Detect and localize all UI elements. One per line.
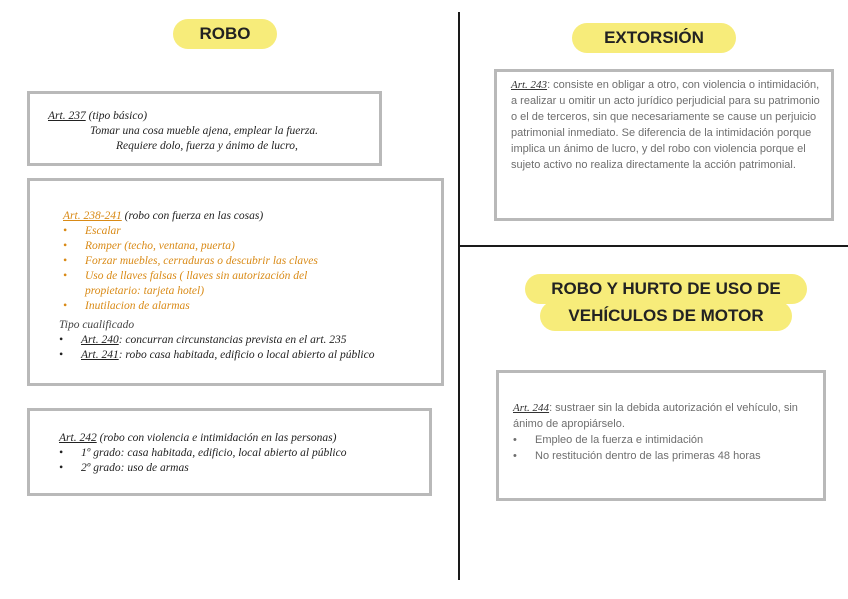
extorsion-title: EXTORSIÓN — [572, 23, 736, 53]
hurto-uso-list — [513, 432, 819, 464]
robo-title: ROBO — [173, 19, 277, 49]
robo-violencia-art: Art. 242 — [59, 432, 97, 444]
list-item: • No restitución dentro de las primeras 48 horas — [513, 448, 819, 464]
list-item: • 1º grado: casa habitada, edificio, local abierto al público — [59, 446, 429, 461]
list-item: • Romper (techo, ventana, puerta) — [63, 239, 435, 254]
hurto-uso-text — [513, 400, 819, 432]
list-item — [59, 348, 435, 363]
list-item: • Empleo de la fuerza e intimidación — [513, 432, 819, 448]
art-ref: Art. 240 — [81, 334, 119, 346]
tipo-cualificado-list — [59, 333, 435, 363]
robo-violencia-heading — [59, 431, 429, 446]
art-ref: Art. 241 — [81, 349, 119, 361]
extorsion-art: Art. 243 — [511, 79, 548, 91]
horizontal-divider — [458, 245, 848, 247]
robo-basic-box — [27, 91, 382, 166]
list-item: • Inutilacion de alarmas — [63, 299, 435, 314]
robo-fuerza-tag: (robo con fuerza en las cosas) — [121, 210, 264, 222]
hurto-uso-title-line1: ROBO Y HURTO DE USO DE — [525, 274, 807, 304]
hurto-uso-art: Art. 244 — [513, 402, 550, 414]
robo-violencia-tag: (robo con violencia e intimidación en las personas) — [96, 432, 337, 444]
robo-basic-line2: Requiere dolo, fuerza y ánimo de lucro, — [116, 140, 298, 152]
robo-violencia-box — [27, 408, 432, 496]
hurto-uso-title-line2: VEHÍCULOS DE MOTOR — [540, 301, 792, 331]
tipo-cualificado-title: Tipo cualificado — [59, 319, 135, 331]
vertical-divider — [458, 12, 460, 580]
robo-fuerza-art: Art. 238-241 — [63, 210, 122, 222]
list-item: • Uso de llaves falsas ( llaves sin autorización del propietario: tarjeta hotel) — [63, 269, 365, 299]
list-item: • Forzar muebles, cerraduras o descubrir las claves — [63, 254, 435, 269]
robo-basic-tag: (tipo básico) — [85, 110, 148, 122]
hurto-uso-body: : sustraer sin la debida autorización el vehículo, sin ánimo de apropiárselo. — [513, 402, 798, 430]
art-text: : concurran circunstancias prevista en el art. 235 — [118, 334, 347, 346]
list-item: • 2º grado: uso de armas — [59, 461, 429, 476]
list-item: • Escalar — [63, 224, 435, 239]
robo-basic-heading — [48, 109, 379, 124]
extorsion-text — [511, 77, 825, 173]
extorsion-box — [494, 69, 834, 221]
extorsion-body: : consiste en obligar a otro, con violencia o intimidación, a realizar u omitir un acto jurídico perjudicial para su patrimonio o el de terceros, sin que necesariamente se cause un perjuicio patrimonial inmediato. Se diferencia de la intimidación porque implica un ánimo de lucro, y del robo con violencia porque el sujeto activo no realiza directamente la acción patrimonial. — [511, 79, 820, 171]
art-text: : robo casa habitada, edificio o local abierto al público — [118, 349, 375, 361]
hurto-uso-box — [496, 370, 826, 501]
list-item — [59, 333, 435, 348]
robo-fuerza-box — [27, 178, 444, 386]
robo-fuerza-heading — [63, 209, 435, 224]
robo-violencia-list — [59, 446, 429, 476]
robo-basic-art: Art. 237 — [48, 110, 86, 122]
robo-basic-line1: Tomar una cosa mueble ajena, emplear la fuerza. — [90, 125, 318, 137]
robo-fuerza-list — [63, 224, 435, 314]
